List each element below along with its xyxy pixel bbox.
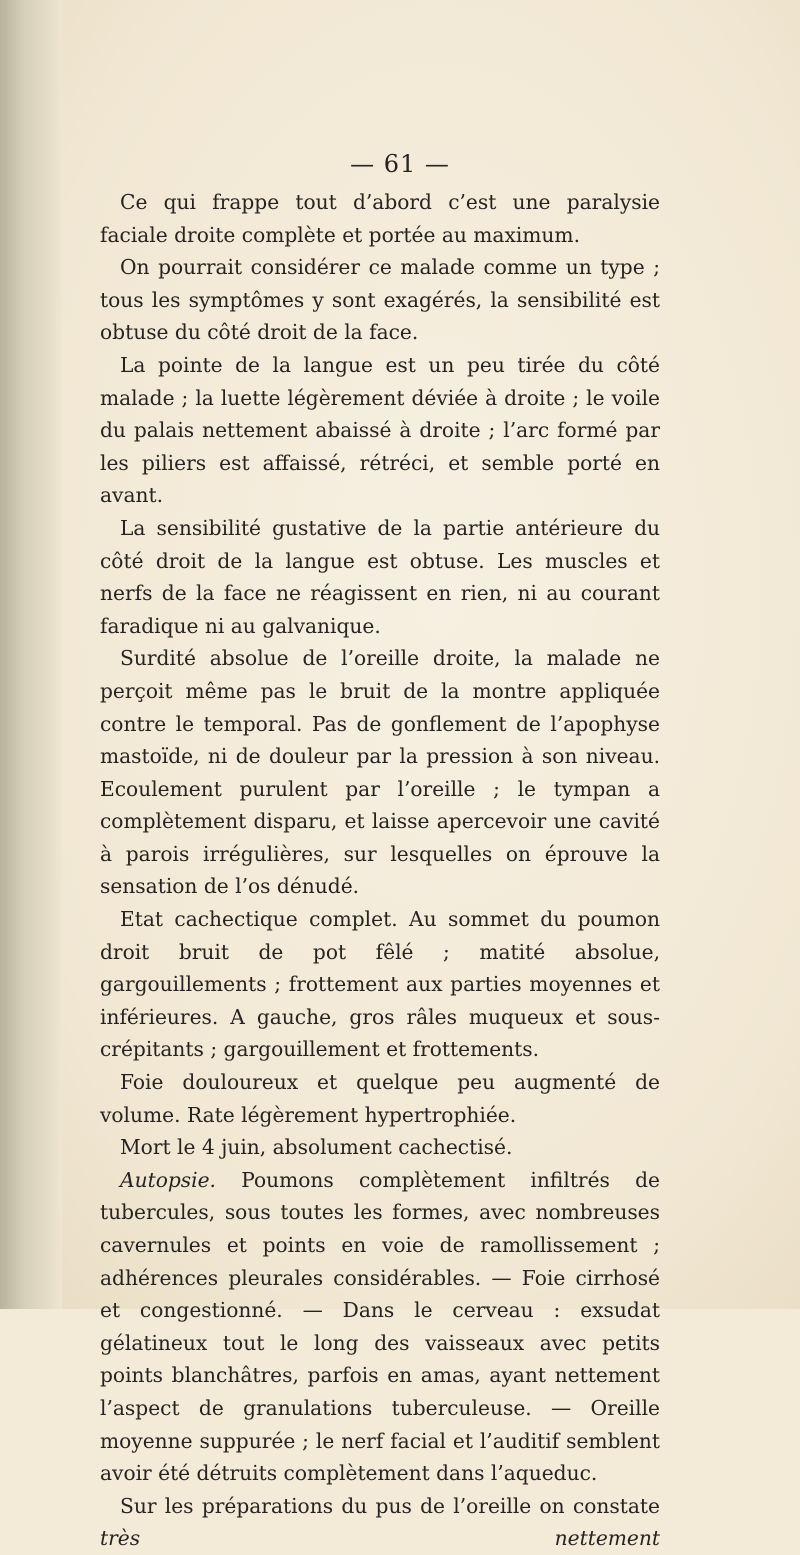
paragraph-4: La sensibilité gustative de la partie antérieure du côté droit de la langue est obtuse. Les muscles et nerfs de la face ne réagissent en rien, ni au courant faradique ni au galvanique. [100,515,660,638]
paragraph-6: Etat cachectique complet. Au sommet du poumon droit bruit de pot fêlé ; matité absolue, gargouillements ; frottement aux parties moyennes et inférieures. A gauche, gros râles muqueux et sous-crépitants ; gargouillement et frottements. [100,907,660,1062]
autopsy-label: Autopsie. [120,1167,216,1192]
paragraph-last [100,1490,660,1555]
paragraph-3: La pointe de la langue est un peu tirée du côté malade ; la luette légèrement déviée à droite ; le voile du palais nettement abaissé à droite ; l’arc formé par les piliers est affaissé, rétréci, et semble porté en avant. [100,352,660,508]
page-binding-edge [0,0,62,1309]
autopsy-text: Poumons complètement infiltrés de tubercules, sous toutes les formes, avec nombreuses cavernules et points en voie de ramollissement ; adhérences pleurales considérables. — Foie cirrhosé et congestionné. — Dans le cerveau : exsudat gélatineux tout le long des vaisseaux avec petits points blanchâtres, parfois en amas, ayant nettement l’aspect de granulations tuberculeuse. — Oreille moyenne suppurée ; le nerf facial et l’auditif semblent avoir été détruits complètement dans l’aqueduc. [100,1167,660,1486]
paragraph-7: Foie douloureux et quelque peu augmenté de volume. Rate légèrement hypertrophiée. [100,1070,660,1127]
paragraph-8: Mort le 4 juin, absolument cachectisé. [120,1135,513,1160]
paragraph-5: Surdité absolue de l’oreille droite, la malade ne perçoit même pas le bruit de la montre appliquée contre le temporal. Pas de gonflement de l’apophyse mastoïde, ni de douleur par la pression à son niveau. Ecoulement purulent par l’oreille ; le tympan a complètement disparu, et laisse apercevoir une cavité à parois irrégulières, sur lesquelles on éprouve la sensation de l’os dénudé. [100,646,660,899]
paragraph-1: Ce qui frappe tout d’abord c’est une paralysie faciale droite complète et portée au maximum. [100,190,660,247]
body-text [100,186,660,1555]
last-line-emphasis: très nettement [100,1526,660,1551]
page-number: — 61 — [350,150,450,178]
paragraph-autopsy [100,1164,660,1490]
paragraph-2: On pourrait considérer ce malade comme un type ; tous les symptômes y sont exagérés, la sensibilité est obtuse du côté droit de la face. [100,255,660,345]
last-line-text: Sur les préparations du pus de l’oreille on constate [120,1493,660,1518]
